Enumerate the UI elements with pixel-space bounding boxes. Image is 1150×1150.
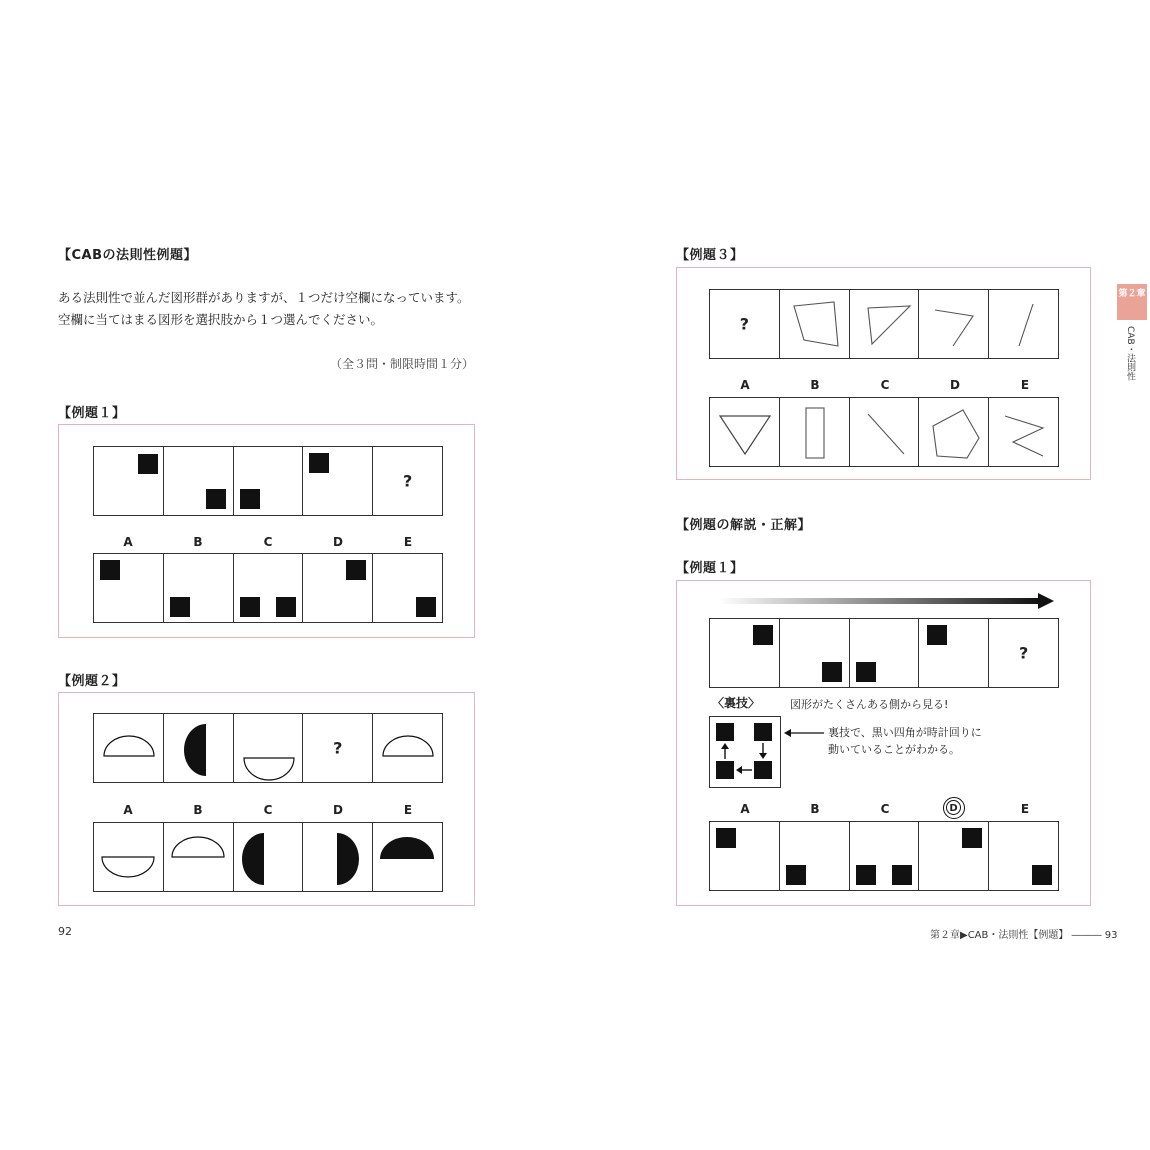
clockwise-arrows-icon: [710, 717, 780, 787]
choice-cell-a[interactable]: [94, 554, 163, 622]
choice-cell-a[interactable]: [710, 822, 779, 890]
sequence-cell: [849, 290, 919, 358]
time-limit-note: （全３問・制限時間１分）: [330, 357, 475, 371]
sequence-cell: [918, 619, 988, 687]
sequence-cell: [988, 290, 1058, 358]
pointer-arrow-icon: [784, 728, 824, 738]
black-square: [822, 662, 842, 682]
example-3-label: 【例題３】: [676, 248, 744, 263]
example-1-label: 【例題１】: [58, 406, 126, 421]
black-square: [856, 662, 876, 682]
footer-chapter: 第２章▶CAB・法則性【例題】: [930, 930, 1069, 941]
example-1-sequence: [93, 446, 443, 516]
inverted-triangle-icon: [710, 398, 779, 466]
gradient-arrow-icon: [718, 590, 1058, 612]
choice-label-e: E: [403, 535, 413, 549]
black-square: [100, 560, 120, 580]
black-square: [716, 828, 736, 848]
choice-label-e: E: [1020, 802, 1030, 816]
semicircle-top-outline-icon: [373, 714, 442, 782]
angle-line-icon: [919, 290, 988, 358]
right-page-number: 93: [1104, 930, 1118, 941]
black-square: [309, 453, 329, 473]
black-square: [892, 865, 912, 885]
blank-cell: [302, 714, 372, 782]
explanation-title: 【例題の解説・正解】: [676, 518, 812, 533]
black-square: [416, 597, 436, 617]
answer-1-label: 【例題１】: [676, 561, 744, 576]
black-square: [206, 489, 226, 509]
semicircle-top-filled-icon: [373, 823, 442, 891]
choice-cell-e[interactable]: [988, 822, 1058, 890]
black-square: [240, 597, 260, 617]
choice-cell-d[interactable]: [918, 398, 988, 466]
choice-label-e: E: [1020, 378, 1030, 392]
choice-label-a: A: [740, 802, 750, 816]
choice-label-a: A: [123, 535, 133, 549]
sequence-cell: [779, 619, 849, 687]
choice-label-c: C: [263, 535, 273, 549]
example-2-sequence: [93, 713, 443, 783]
tip-detail: [828, 724, 982, 758]
black-square: [276, 597, 296, 617]
choice-label-b: B: [193, 803, 203, 817]
zigzag-line-icon: [989, 398, 1058, 466]
choice-cell-d[interactable]: [302, 554, 372, 622]
sequence-cell: [779, 290, 849, 358]
choice-cell-b[interactable]: [163, 554, 233, 622]
choice-label-b: B: [810, 378, 820, 392]
example-2-label: 【例題２】: [58, 674, 126, 689]
semicircle-bottom-outline-icon: [94, 823, 163, 891]
choice-cell-c[interactable]: [849, 822, 919, 890]
blank-cell: [710, 290, 779, 358]
answer-1-choices: [709, 821, 1059, 891]
black-square: [856, 865, 876, 885]
black-square: [240, 489, 260, 509]
tip-detail-line-2: 動いていることがわかる。: [828, 743, 960, 756]
sequence-cell: [302, 447, 372, 515]
answer-1-sequence: [709, 618, 1059, 688]
right-footer: [930, 926, 1117, 941]
sequence-cell: [918, 290, 988, 358]
black-square: [962, 828, 982, 848]
question-mark: ?: [402, 471, 413, 491]
choice-label-c: C: [880, 802, 890, 816]
example-1-choices: [93, 553, 443, 623]
triangle-icon: [850, 290, 919, 358]
semicircle-bottom-outline-icon: [234, 714, 303, 782]
correct-answer-circle: [943, 797, 965, 819]
choice-cell-b[interactable]: [163, 823, 233, 891]
black-square: [346, 560, 366, 580]
semicircle-top-outline-icon: [94, 714, 163, 782]
line-icon: [989, 290, 1058, 358]
choice-label-d: D: [333, 803, 343, 817]
sequence-cell: [163, 714, 233, 782]
choice-cell-b[interactable]: [779, 822, 849, 890]
choice-cell-e[interactable]: [372, 554, 442, 622]
question-mark: ?: [1018, 643, 1029, 663]
choice-cell-c[interactable]: [233, 554, 303, 622]
choice-cell-a[interactable]: [94, 823, 163, 891]
correct-answer-label: D: [946, 800, 961, 815]
question-mark: ?: [739, 314, 750, 334]
choice-cell-c[interactable]: [233, 823, 303, 891]
left-page-number: 92: [58, 925, 72, 938]
choice-label-b: B: [810, 802, 820, 816]
semicircle-left-filled-icon: [164, 714, 233, 782]
rectangle-icon: [780, 398, 849, 466]
choice-cell-d[interactable]: [918, 822, 988, 890]
choice-label-c: C: [263, 803, 273, 817]
quadrilateral-icon: [780, 290, 849, 358]
black-square: [927, 625, 947, 645]
choice-label-c: C: [880, 378, 890, 392]
choice-label-d: D: [333, 535, 343, 549]
semicircle-left-filled-icon: [234, 823, 303, 891]
choice-label-a: A: [123, 803, 133, 817]
choice-cell-a[interactable]: [710, 398, 779, 466]
intro-line-1: ある法則性で並んだ図形群がありますが、１つだけ空欄になっています。: [58, 290, 470, 305]
sequence-cell: [233, 714, 303, 782]
pentagon-icon: [919, 398, 988, 466]
semicircle-top-outline-icon: [164, 823, 233, 891]
sequence-cell: [372, 714, 442, 782]
question-mark: ?: [333, 738, 343, 758]
blank-cell: [372, 447, 442, 515]
sequence-cell: [94, 447, 163, 515]
choice-cell-c[interactable]: [849, 398, 919, 466]
side-chapter-title: CAB・法則性: [1125, 326, 1135, 381]
black-square: [170, 597, 190, 617]
intro-line-2: 空欄に当てはまる図形を選択肢から１つ選んでください。: [58, 312, 384, 327]
example-3-sequence: [709, 289, 1059, 359]
blank-cell: [988, 619, 1058, 687]
choice-cell-e[interactable]: [988, 398, 1058, 466]
choice-cell-d[interactable]: [302, 823, 372, 891]
sequence-cell: [710, 619, 779, 687]
chapter-tab: 第２章: [1117, 284, 1147, 320]
tip-text: 図形がたくさんある側から見る!: [790, 698, 949, 711]
black-square: [786, 865, 806, 885]
choice-label-d: D: [950, 378, 960, 392]
footer-dash: ―――: [1071, 930, 1102, 941]
black-square: [1032, 865, 1052, 885]
choice-label-e: E: [403, 803, 413, 817]
tip-detail-line-1: 裏技で、黒い四角が時計回りに: [828, 726, 982, 739]
sequence-cell: [94, 714, 163, 782]
black-square: [138, 454, 158, 474]
line-icon: [850, 398, 919, 466]
choice-cell-e[interactable]: [372, 823, 442, 891]
sequence-cell: [233, 447, 303, 515]
example-3-choices: [709, 397, 1059, 467]
sequence-cell: [849, 619, 919, 687]
black-square: [753, 625, 773, 645]
choice-label-a: A: [740, 378, 750, 392]
choice-label-b: B: [193, 535, 203, 549]
tip-label: 〈裏技〉: [712, 696, 761, 710]
example-2-choices: [93, 822, 443, 892]
clockwise-diagram: [709, 716, 781, 788]
sequence-cell: [163, 447, 233, 515]
semicircle-right-filled-icon: [303, 823, 372, 891]
choice-cell-b[interactable]: [779, 398, 849, 466]
left-section-title: 【CABの法則性例題】: [58, 248, 198, 263]
